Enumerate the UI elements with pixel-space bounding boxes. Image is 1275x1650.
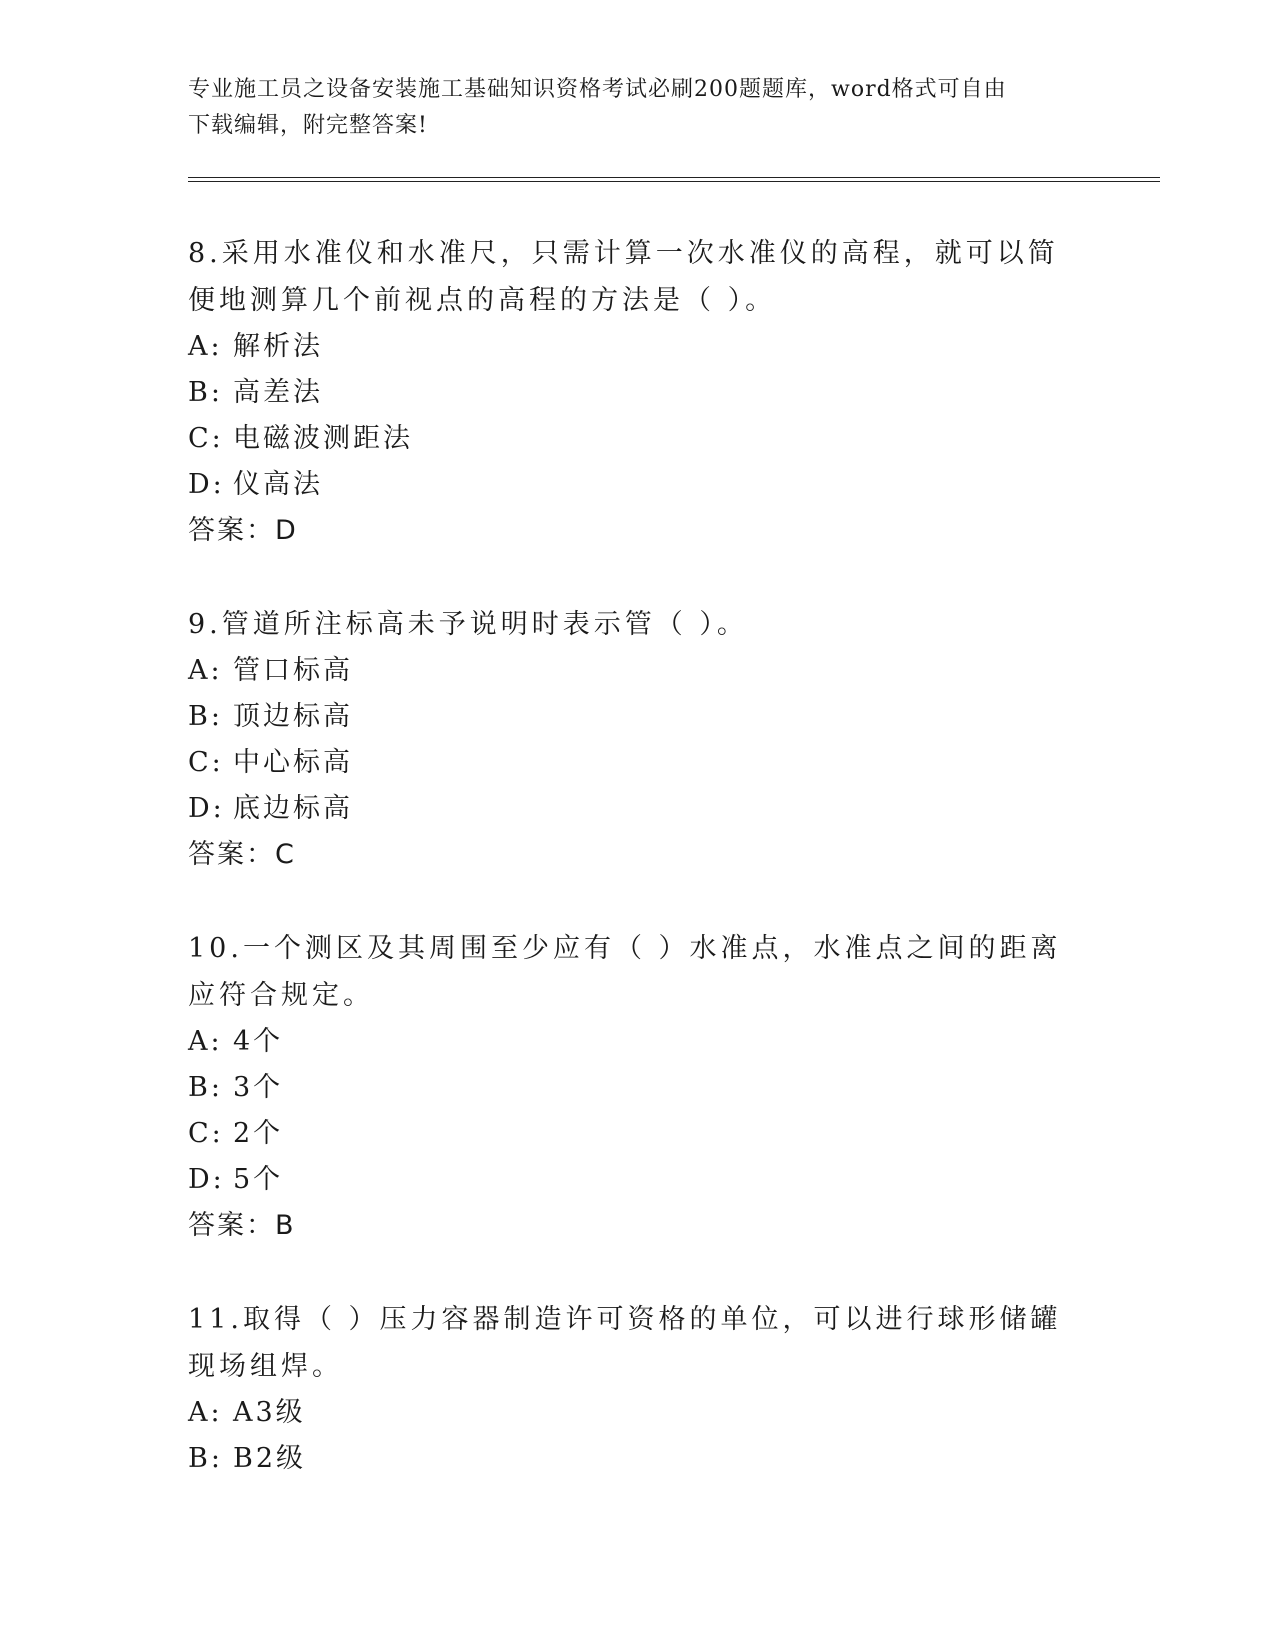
option-letter: C:: [188, 747, 224, 778]
option-text: 电磁波测距法: [233, 423, 413, 454]
question-10: [188, 925, 1068, 1249]
question-9: [188, 601, 1068, 878]
option-letter: C:: [188, 423, 224, 454]
question-11: [188, 1296, 1068, 1482]
header-line-1: 专业施工员之设备安装施工基础知识资格考试必刷200题题库，word格式可自由: [188, 77, 1007, 102]
question-stem: 8.采用水准仪和水准尺，只需计算一次水准仪的高程，就可以简便地测算几个前视点的高程的方法是（ ）。: [188, 238, 1059, 316]
option-letter: C:: [188, 1118, 224, 1149]
question-8: [188, 230, 1068, 554]
header-double-rule: [188, 177, 1160, 182]
option-text: 4个: [233, 1026, 284, 1057]
question-list: [188, 230, 1068, 1529]
option-d: [188, 462, 1068, 508]
option-text: 5个: [233, 1164, 284, 1195]
answer-line: 答案：B: [188, 1210, 296, 1241]
option-letter: A:: [188, 655, 223, 686]
option-text: 3个: [233, 1072, 284, 1103]
option-letter: B:: [188, 1072, 223, 1103]
option-text: B2级: [233, 1443, 307, 1474]
option-c: [188, 740, 1068, 786]
option-a: [188, 648, 1068, 694]
option-b: [188, 1436, 1068, 1482]
option-letter: B:: [188, 1443, 223, 1474]
question-stem: 10.一个测区及其周围至少应有（ ）水准点，水准点之间的距离应符合规定。: [188, 933, 1062, 1011]
option-c: [188, 416, 1068, 462]
option-letter: A:: [188, 331, 223, 362]
question-stem: 11.取得（ ）压力容器制造许可资格的单位，可以进行球形储罐现场组焊。: [188, 1304, 1062, 1382]
document-header: [188, 72, 1068, 144]
option-c: [188, 1111, 1068, 1157]
option-letter: D:: [188, 793, 225, 824]
question-stem: 9.管道所注标高未予说明时表示管（ ）。: [188, 609, 748, 640]
option-letter: A:: [188, 1397, 223, 1428]
option-text: 高差法: [233, 377, 323, 408]
option-letter: D:: [188, 469, 225, 500]
option-a: [188, 1019, 1068, 1065]
option-text: 顶边标高: [233, 701, 353, 732]
option-a: [188, 1390, 1068, 1436]
option-letter: D:: [188, 1164, 225, 1195]
option-b: [188, 370, 1068, 416]
option-b: [188, 1065, 1068, 1111]
header-line-2: 下载编辑，附完整答案!: [188, 113, 428, 138]
option-text: 解析法: [233, 331, 323, 362]
option-text: 底边标高: [233, 793, 353, 824]
option-letter: B:: [188, 701, 223, 732]
option-text: A3级: [233, 1397, 306, 1428]
option-text: 2个: [233, 1118, 284, 1149]
option-letter: A:: [188, 1026, 223, 1057]
option-d: [188, 786, 1068, 832]
answer-line: 答案：D: [188, 515, 298, 546]
option-text: 管口标高: [233, 655, 353, 686]
option-text: 仪高法: [233, 469, 323, 500]
option-text: 中心标高: [233, 747, 353, 778]
answer-line: 答案：C: [188, 839, 296, 870]
option-letter: B:: [188, 377, 223, 408]
option-a: [188, 324, 1068, 370]
option-b: [188, 694, 1068, 740]
option-d: [188, 1157, 1068, 1203]
